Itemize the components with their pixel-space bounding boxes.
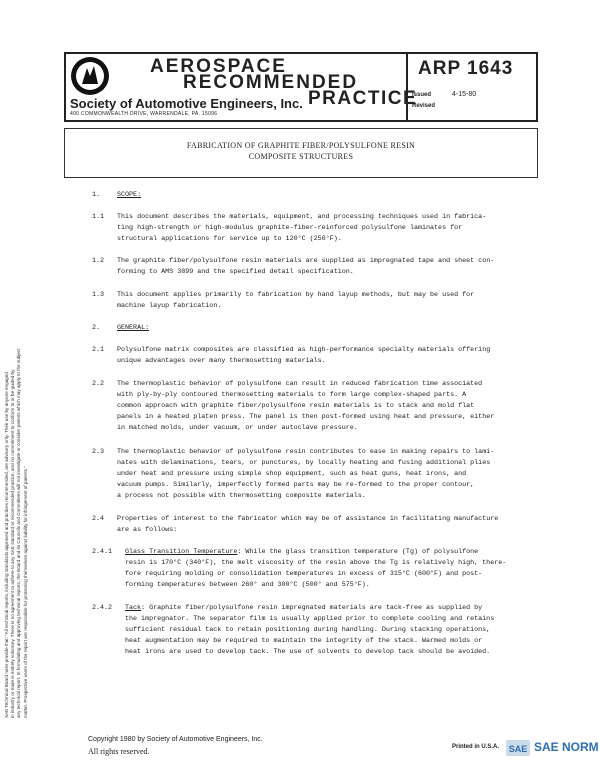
section-heading-scope: SCOPE: — [117, 191, 142, 199]
paragraph-number: 2.4.1 — [92, 548, 113, 556]
society-name: Society of Automotive Engineers, Inc. — [70, 96, 303, 111]
paragraph-number: 2.2 — [92, 380, 105, 388]
paragraph-line: Polysulfone matrix composites are classified as high-performance specialty materials offering — [117, 346, 491, 354]
paragraph-number: 2.4 — [92, 515, 105, 523]
section-heading-general: GENERAL: — [117, 324, 150, 332]
paragraph-line: This document describes the materials, equipment, and processing techniques used in fabrica- — [117, 213, 487, 221]
watermark-logo-text: SAE — [508, 744, 528, 754]
paragraph-line: heat augmentation may be required to maintain the integrity of the stack. Warmed molds or — [125, 637, 483, 645]
watermark-text: SAE NORM — [534, 740, 599, 754]
term-glass-transition: Glass Transition Temperature — [125, 548, 238, 556]
watermark-logo-icon — [506, 738, 530, 758]
society-address: 400 COMMONWEALTH DRIVE, WARRENDALE, PA. 15096 — [70, 111, 218, 117]
side-disclaimer-line: matter. Prospective users of the report are responsible for protecting themselves against liability for infringement of patents." — [22, 466, 28, 718]
paragraph-number: 1.3 — [92, 291, 105, 299]
paragraph-number: 2.4.2 — [92, 604, 113, 612]
paragraph-line: The thermoplastic behavior of polysulfone resin contributes to ease in making repairs to lami- — [117, 448, 495, 456]
paragraph-line: forming to AMS 3899 and the specified detail specification. — [117, 268, 354, 276]
paragraph-line: the impregnator. The separator film is usually applied prior to complete cooling and retains — [125, 615, 495, 623]
paragraph-line: are as follows: — [117, 526, 178, 534]
document-number: ARP 1643 — [418, 58, 514, 79]
issued-date: 4-15-80 — [452, 91, 477, 98]
copyright: Copyright 1980 by Society of Automotive Engineers, Inc. — [88, 736, 263, 743]
paragraph-line: unique advantages over many thermosetting materials. — [117, 357, 326, 365]
paragraph-line: Properties of interest to the fabricator which may be of assistance in facilitating manufacture — [117, 515, 499, 523]
paragraph-line: a process not possible with thermosetting composite materials. — [117, 492, 366, 500]
section-number: 1. — [92, 191, 101, 199]
document-title-line2: COMPOSITE STRUCTURES — [248, 152, 354, 161]
paragraph-line: This document applies primarily to fabrication by hand layup methods, but may be used for — [117, 291, 475, 299]
section-number: 2. — [92, 324, 101, 332]
printed-in: Printed in U.S.A. — [452, 744, 500, 750]
header-title-line1: AEROSPACE — [150, 56, 287, 77]
sae-logo — [70, 56, 110, 96]
document-title-line1: FABRICATION OF GRAPHITE FIBER/POLYSULFONE RESIN — [186, 141, 416, 150]
paragraph-line: nates with delaminations, tears, or punctures, by locally heating and fusing additional plies — [117, 459, 491, 467]
paragraph-line: The thermoplastic behavior of polysulfone can result in reduced fabrication time associated — [117, 380, 483, 388]
paragraph-line: ting high-strength or high-modulus graphite-fiber-reinforced polysulfone laminates for — [117, 224, 463, 232]
paragraph-line: fore requiring molding or consolidation temperatures in excess of 315°C (600°F) and post- — [125, 570, 483, 578]
paragraph-line: heat irons are used to develop tack. The use of solvents to develop tack should be avoided. — [125, 648, 491, 656]
side-disclaimer-line: in industry or trade is entirely voluntary. There is no agreement to adhere to any SAE standard or recommended practice, and no commitment to conform to or be guided by — [10, 369, 16, 718]
paragraph-number: 1.1 — [92, 213, 105, 221]
header-title-line3: PRACTICE — [308, 88, 418, 109]
paragraph-line: in matched molds, under vacuum, or under autoclave pressure. — [117, 424, 358, 432]
issued-label: Issued — [412, 92, 432, 98]
paragraph-line: structural applications for service up to 120°C (250°F). — [117, 235, 342, 243]
paragraph-line: under heat and pressure using simple shop equipment, such as heat guns, heat irons, and — [117, 470, 467, 478]
paragraph-first-line — [125, 603, 482, 614]
paragraph-first-line — [125, 547, 478, 558]
header-divider — [406, 52, 408, 122]
paragraph-line: machine layup fabrication. — [117, 302, 222, 310]
revised-label: Revised — [412, 103, 436, 109]
paragraph-line: with ply-by-ply contoured thermosetting materials to form large complex-shaped parts. A — [117, 391, 467, 399]
side-disclaimer — [4, 140, 29, 718]
side-disclaimer-line: any technical report. In formulating and approving technical reports, the Board and its Councils and Committees will not investigate or consider patents which may apply to the subject — [16, 348, 22, 718]
side-disclaimer-line: SAE Technical Board rules provide that: "All technical reports, including standards approved and practices recommended, are advisory only. Their use by anyone engaged — [4, 372, 9, 718]
paragraph-line: vacuum pumps. Similarly, imperfectly formed parts may be re-formed to the proper contour, — [117, 481, 475, 489]
header-title-line2: RECOMMENDED — [183, 72, 359, 93]
paragraph-line: common approach with graphite fiber/polysulfone resin materials is to stack and mold flat — [117, 402, 475, 410]
paragraph-line: forming temperatures between 260° and 300°C (500° and 575°F). — [125, 581, 370, 589]
paragraph-number: 1.2 — [92, 257, 105, 265]
paragraph-line: panels in a heated platen press. The panel is then post-formed using heat and pressure, either — [117, 413, 495, 421]
paragraph-line: : Graphite fiber/polysulfone resin impregnated materials are tack-free as supplied by — [141, 604, 483, 612]
paragraph-number: 2.1 — [92, 346, 105, 354]
term-tack: Tack — [125, 604, 142, 612]
paragraph-line: The graphite fiber/polysulfone resin materials are supplied as impregnated tape and sheet con- — [117, 257, 495, 265]
paragraph-line: sufficient residual tack to retain positioning during handling. During stacking operations, — [125, 626, 491, 634]
paragraph-line: : While the glass transition temperature (Tg) of polysulfone — [237, 548, 479, 556]
paragraph-number: 2.3 — [92, 448, 105, 456]
paragraph-line: resin is 170°C (340°F), the melt viscosity of the resin above the Tg is relatively high, there- — [125, 559, 507, 567]
all-rights-reserved: All rights reserved. — [88, 747, 150, 756]
